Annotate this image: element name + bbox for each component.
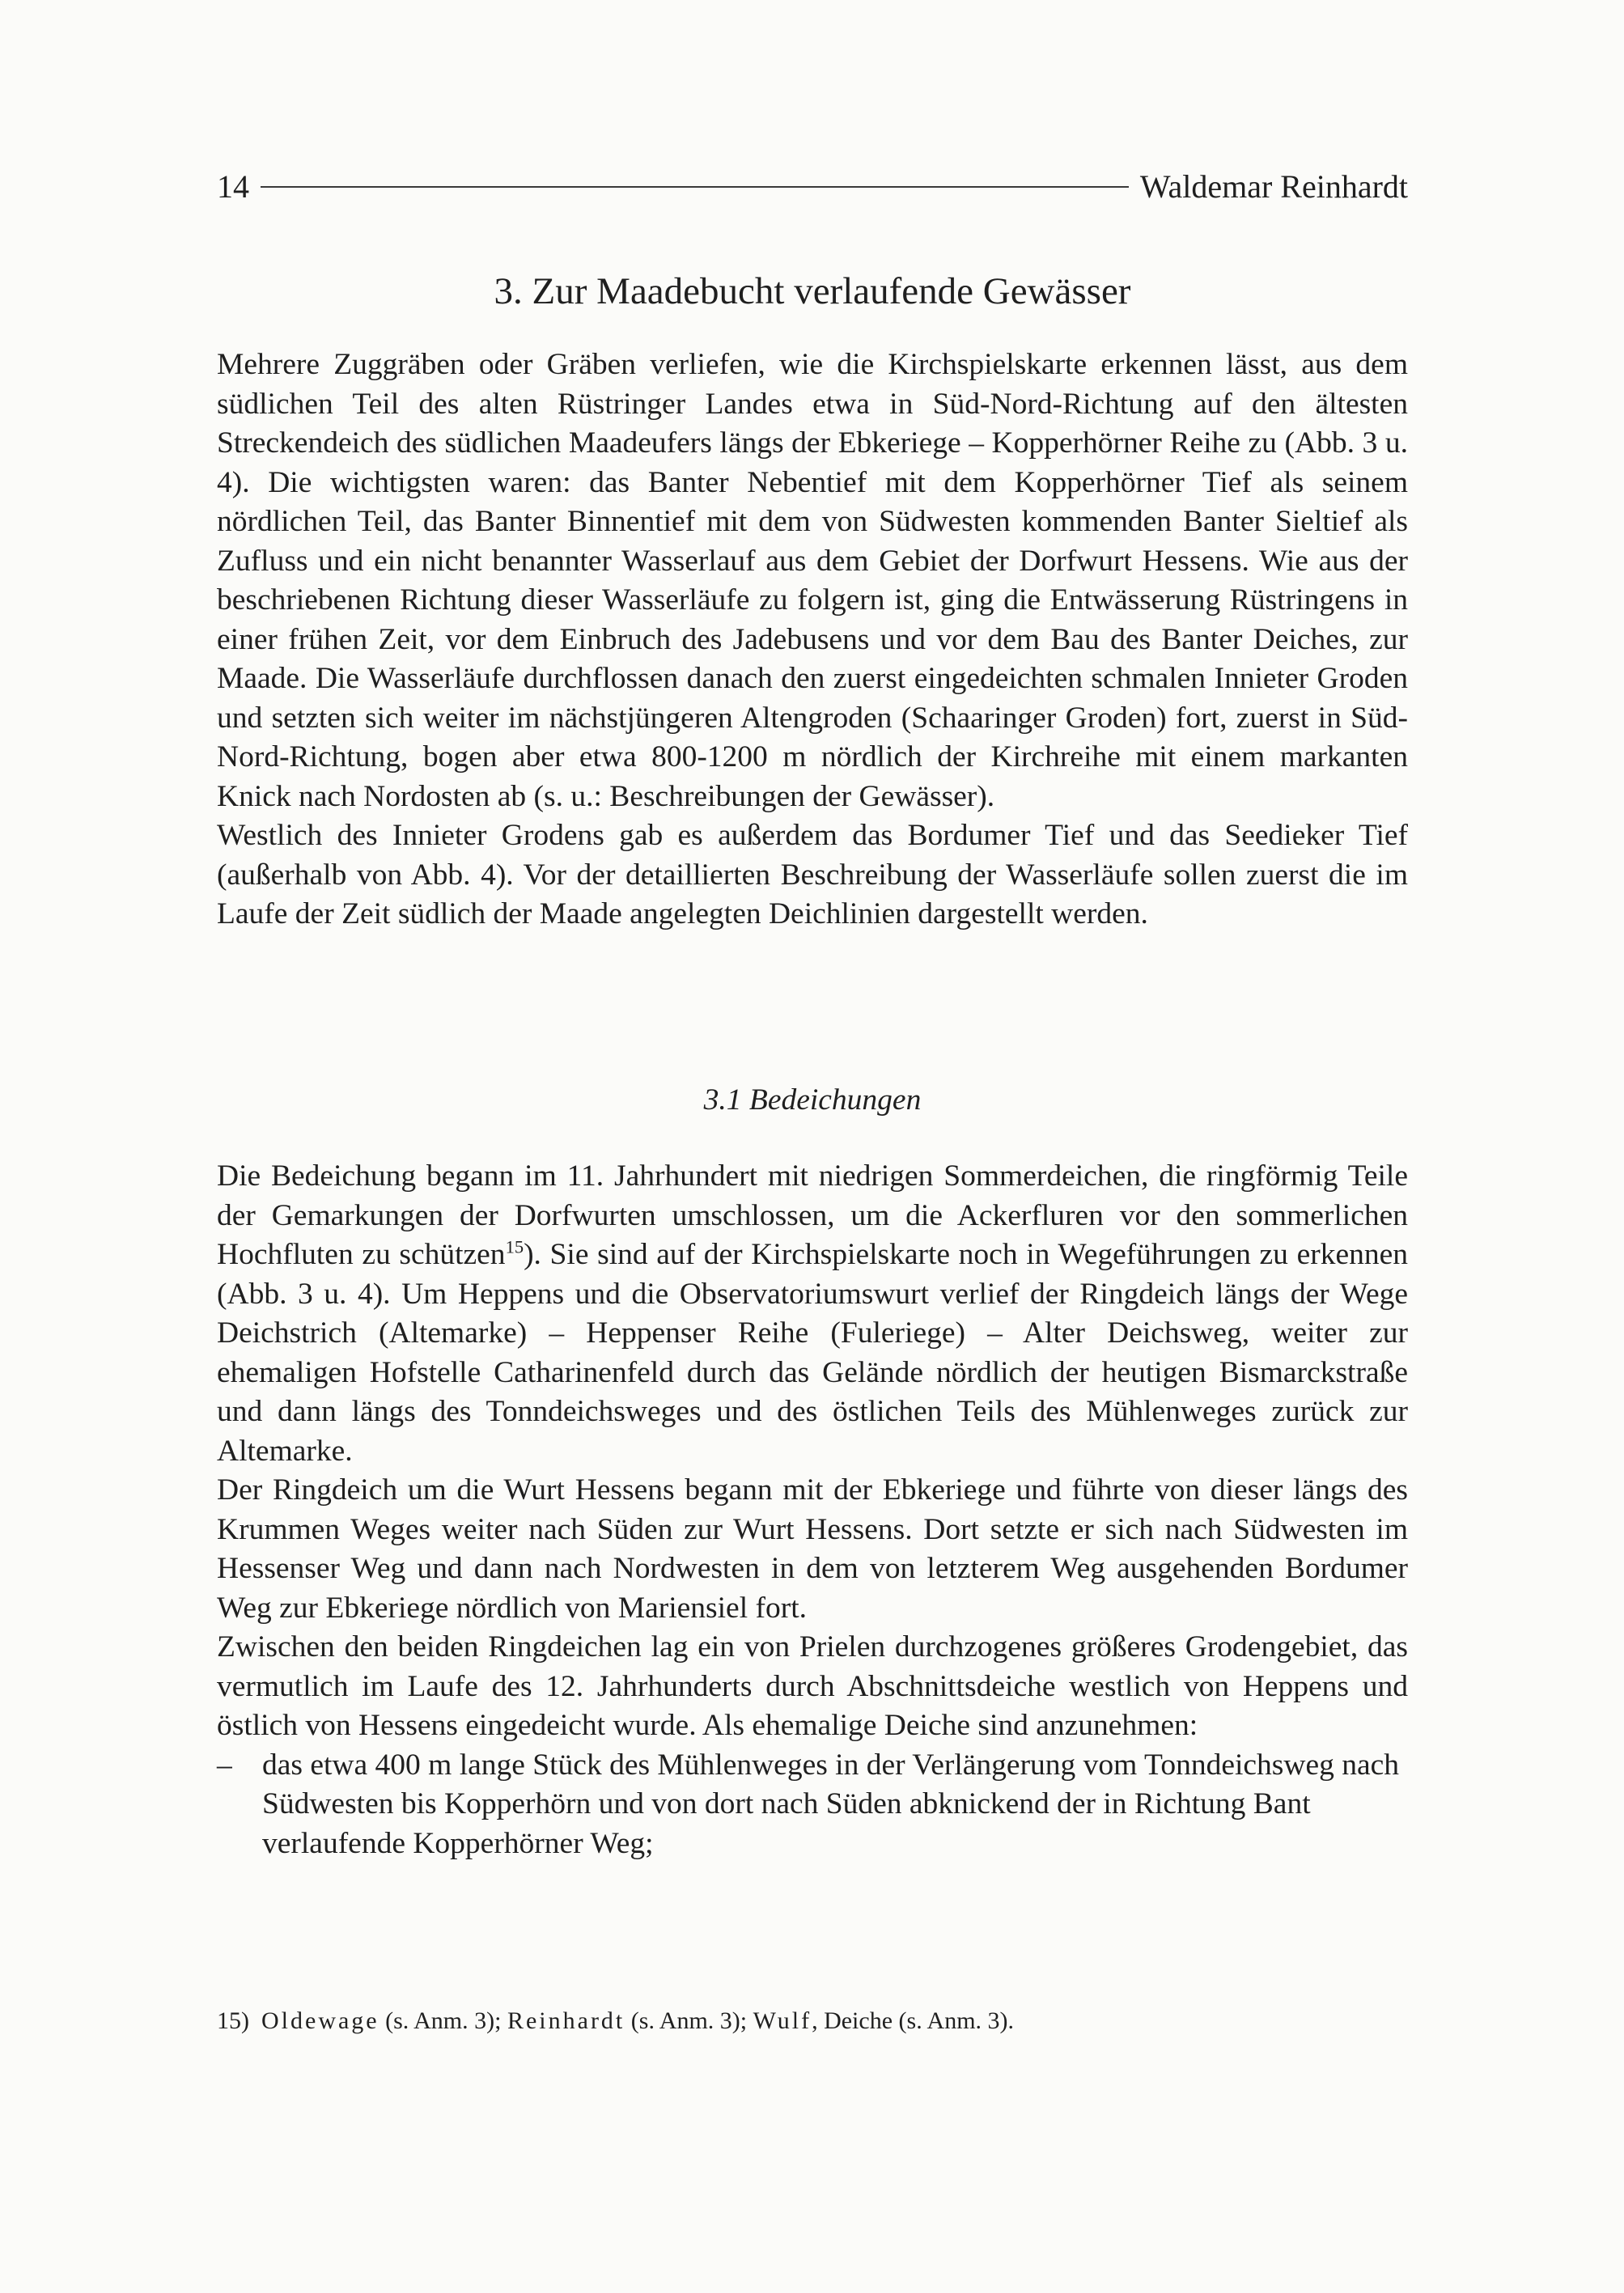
paragraph-text: Die Bedeichung begann im 11. Jahrhundert mit niedrigen Sommerdeichen, die ringförmig Teile der Gemarkungen der Dorfwurten umschlossen, um die Ackerfluren vor den sommerlichen Hochfluten zu schützen	[217, 1159, 1408, 1271]
paragraph: Der Ringdeich um die Wurt Hessens begann mit der Ebkeriege und führte von dieser längs des Krummen Weges weiter nach Süden zur Wurt Hessens. Dort setzte er sich nach Südwesten im Hessenser Weg und dann nach Nordwesten in dem von letzterem Weg ausgehenden Bordumer Weg zur Ebkeriege nördlich von Mariensiel fort.	[217, 1473, 1408, 1625]
paragraph: Mehrere Zuggräben oder Gräben verliefen, wie die Kirchspielskarte erkennen lässt, aus dem südlichen Teil des alten Rüstringer Landes etwa in Süd-Nord-Richtung auf den ältesten Streckendeich des südlichen Maadeufers längs der Ebkeriege – Kopperhörner Reihe zu (Abb. 3 u. 4). Die wichtigsten waren: das Banter Nebentief mit dem Kopperhörner Tief als seinem nördlichen Teil, das Banter Binnentief mit dem von Südwesten kommenden Banter Sieltief als Zufluss und ein nicht benannter Wasserlauf aus dem Gebiet der Dorfwurt Hessens. Wie aus der beschriebenen Richtung dieser Wasserläufe zu folgern ist, ging die Entwässerung Rüstringens in einer frühen Zeit, vor dem Einbruch des Jadebusens und vor dem Bau des Banter Deiches, zur Maade. Die Wasserläufe durchflossen danach den zuerst eingedeichten schmalen Innieter Groden und setzten sich weiter im nächstjüngeren Altengroden (Schaaringer Groden) fort, zuerst in Süd-Nord-Richtung, bogen aber etwa 800-1200 m nördlich der Kirchreihe mit einem markanten Knick nach Nordosten ab (s. u.: Beschreibungen der Gewässer).	[217, 348, 1408, 813]
footnote-ref: (s. Anm. 3);	[379, 2007, 507, 2034]
chapter-title: 3. Zur Maadebucht verlaufende Gewässer	[494, 270, 1131, 312]
footnote-number: 15)	[217, 2007, 249, 2034]
list-item	[217, 1746, 1408, 1864]
list-dash: –	[217, 1748, 232, 1782]
paragraph	[217, 1157, 1408, 1471]
paragraph: Westlich des Innieter Grodens gab es außerdem das Bordumer Tief und das Seedieker Tief (außerhalb von Abb. 4). Vor der detaillierten Beschreibung der Wasserläufe sollen zuerst die im Laufe der Zeit südlich der Maade angelegten Deichlinien dargestellt werden.	[217, 819, 1408, 930]
running-header	[217, 167, 1408, 206]
footnote-author: Oldewage	[261, 2007, 379, 2034]
footnote-ref: , Deiche (s. Anm. 3).	[812, 2007, 1015, 2034]
footnote-author: Reinhardt	[507, 2007, 625, 2034]
section-intro	[217, 345, 1408, 935]
section-bedeichungen	[217, 1157, 1408, 1863]
header-rule	[261, 186, 1129, 188]
list-item-text: das etwa 400 m lange Stück des Mühlenweges in der Verlängerung vom Tonndeichsweg nach Südwesten bis Kopperhörn und von dort nach Süden abknickend der in Richtung Bant verlaufende Kopperhörner Weg;	[262, 1748, 1400, 1860]
page-number: 14	[217, 168, 249, 205]
footnote-reference: 15	[505, 1236, 524, 1257]
footnote-ref: (s. Anm. 3);	[625, 2007, 753, 2034]
paragraph: Zwischen den beiden Ringdeichen lag ein von Prielen durchzogenes größeres Grodengebiet, das vermutlich im Laufe des 12. Jahrhunderts durch Abschnittsdeiche westlich von Heppens und östlich von Hessens eingedeicht wurde. Als ehemalige Deiche sind anzunehmen:	[217, 1630, 1408, 1742]
footnote-author: Wulf	[753, 2007, 812, 2034]
section-subheading: 3.1 Bedeichungen	[703, 1083, 922, 1117]
footnote	[217, 2005, 1408, 2037]
running-author: Waldemar Reinhardt	[1139, 168, 1408, 205]
paragraph-text: ). Sie sind auf der Kirchspielskarte noch in Wegeführungen zu erkennen (Abb. 3 u. 4). Um Heppens und die Observatoriumswurt verlief der Ringdeich längs der Wege Deichstrich (Altemarke) – Heppenser Reihe (Fuleriege) – Alter Deichsweg, weiter zur ehemaligen Hofstelle Catharinenfeld durch das Gelände nördlich der heutigen Bismarckstraße und dann längs des Tonndeichsweges und des östlichen Teils des Mühlenweges zurück zur Altemarke.	[217, 1238, 1408, 1468]
